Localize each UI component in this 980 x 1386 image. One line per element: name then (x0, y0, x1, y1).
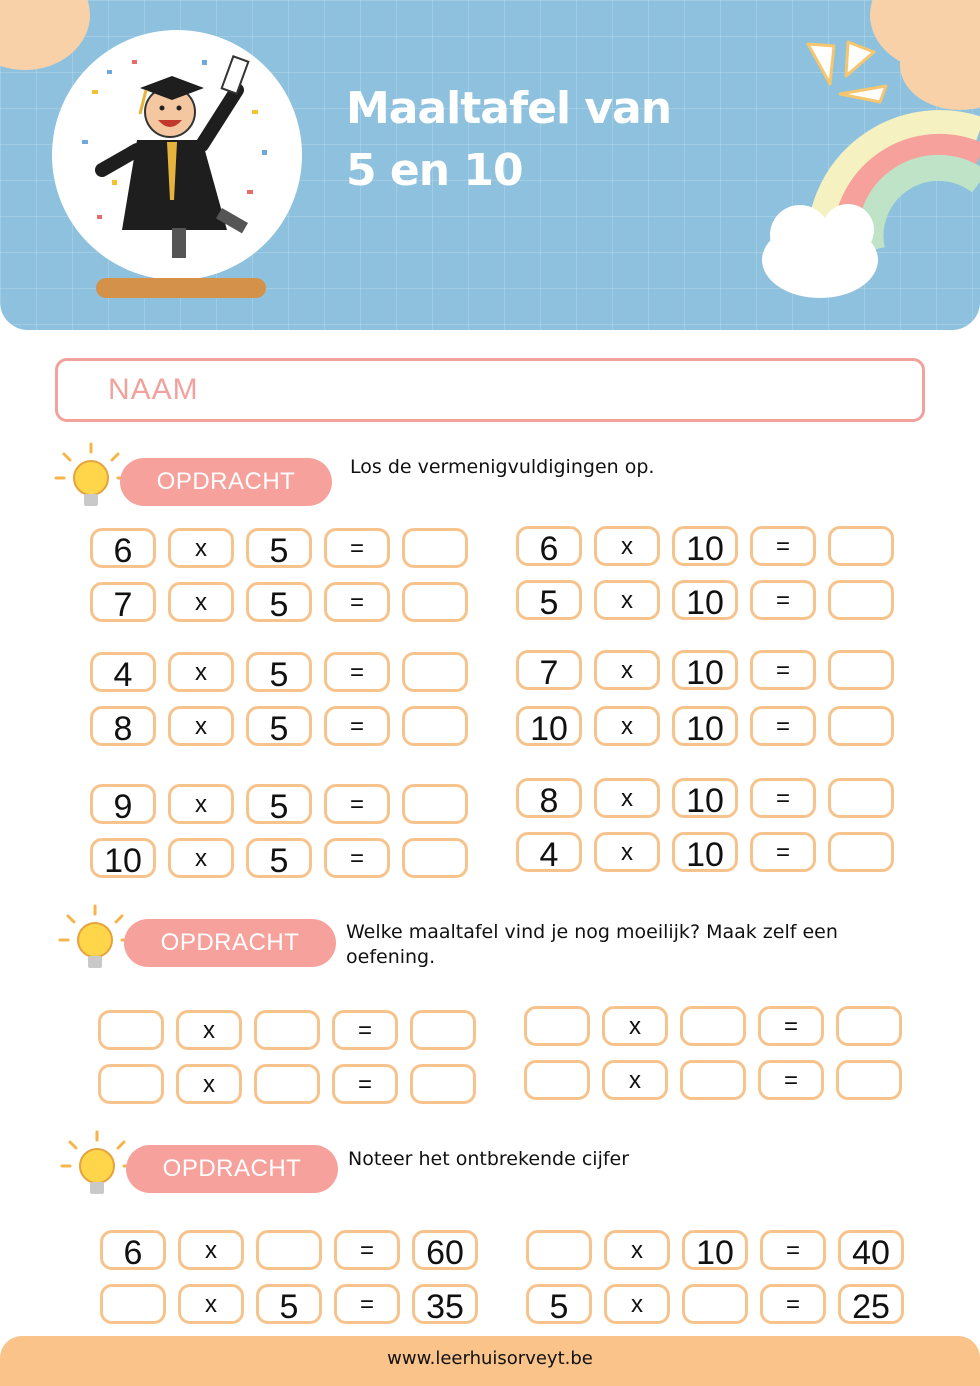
number-box: 10 (516, 706, 582, 746)
answer-box[interactable] (682, 1284, 748, 1324)
section-badge: OPDRACHT (126, 1145, 338, 1193)
answer-box[interactable] (402, 582, 468, 622)
answer-box[interactable] (828, 526, 894, 566)
answer-box[interactable] (828, 706, 894, 746)
rainbow-icon (760, 110, 980, 310)
section-badge: OPDRACHT (124, 919, 336, 967)
equals-sign: = (324, 652, 390, 692)
multiply-sign: x (168, 838, 234, 878)
multiply-sign: x (594, 832, 660, 872)
title-line-1: Maaltafel van (346, 83, 672, 134)
equals-sign: = (750, 706, 816, 746)
section-badge: OPDRACHT (120, 458, 332, 506)
section-instruction: Noteer het ontbrekende cijfer (348, 1148, 630, 1170)
number-box: 10 (672, 778, 738, 818)
answer-box[interactable] (828, 778, 894, 818)
number-box: 5 (526, 1284, 592, 1324)
answer-box[interactable] (98, 1010, 164, 1050)
number-box: 5 (246, 706, 312, 746)
number-box: 5 (246, 652, 312, 692)
answer-box[interactable] (828, 580, 894, 620)
number-box: 5 (246, 528, 312, 568)
equals-sign: = (760, 1284, 826, 1324)
multiply-sign: x (602, 1060, 668, 1100)
multiply-sign: x (602, 1006, 668, 1046)
answer-box[interactable] (256, 1230, 322, 1270)
equals-sign: = (758, 1006, 824, 1046)
answer-box[interactable] (836, 1006, 902, 1046)
number-box: 6 (516, 526, 582, 566)
answer-box[interactable] (254, 1010, 320, 1050)
lightbulb-icon (58, 904, 132, 978)
equals-sign: = (758, 1060, 824, 1100)
answer-box[interactable] (254, 1064, 320, 1104)
name-field[interactable] (55, 358, 925, 422)
answer-box[interactable] (524, 1006, 590, 1046)
instruction-line: Welke maaltafel vind je nog moeilijk? Maak zelf een (346, 921, 838, 943)
answer-box[interactable] (402, 706, 468, 746)
number-box: 10 (682, 1230, 748, 1270)
answer-box[interactable] (402, 784, 468, 824)
answer-box[interactable] (98, 1064, 164, 1104)
multiply-sign: x (594, 778, 660, 818)
answer-box[interactable] (410, 1064, 476, 1104)
number-box: 10 (672, 650, 738, 690)
number-box: 7 (516, 650, 582, 690)
equals-sign: = (750, 526, 816, 566)
answer-box[interactable] (836, 1060, 902, 1100)
multiply-sign: x (168, 582, 234, 622)
multiply-sign: x (178, 1230, 244, 1270)
footer-url: www.leerhuisorveyt.be (387, 1348, 593, 1369)
name-label: NAAM (108, 373, 199, 406)
equals-sign: = (750, 778, 816, 818)
graduate-illustration (52, 30, 302, 280)
number-box: 60 (412, 1230, 478, 1270)
number-box: 5 (516, 580, 582, 620)
globe-base (96, 278, 266, 298)
number-box: 35 (412, 1284, 478, 1324)
title-line-2: 5 en 10 (346, 145, 523, 196)
multiply-sign: x (594, 706, 660, 746)
answer-box[interactable] (828, 832, 894, 872)
multiply-sign: x (168, 784, 234, 824)
page-title (346, 78, 671, 202)
section-instruction: Los de vermenigvuldigingen op. (350, 456, 655, 478)
number-box: 10 (672, 706, 738, 746)
equals-sign: = (760, 1230, 826, 1270)
lightbulb-icon (54, 442, 128, 516)
lightbulb-icon (60, 1130, 134, 1204)
multiply-sign: x (594, 526, 660, 566)
answer-box[interactable] (410, 1010, 476, 1050)
equals-sign: = (332, 1010, 398, 1050)
answer-box[interactable] (680, 1006, 746, 1046)
number-box: 7 (90, 582, 156, 622)
number-box: 10 (90, 838, 156, 878)
answer-box[interactable] (402, 652, 468, 692)
answer-box[interactable] (524, 1060, 590, 1100)
multiply-sign: x (178, 1284, 244, 1324)
number-box: 6 (100, 1230, 166, 1270)
equals-sign: = (324, 582, 390, 622)
equals-sign: = (324, 528, 390, 568)
answer-box[interactable] (828, 650, 894, 690)
instruction-line: oefening. (346, 946, 436, 968)
multiply-sign: x (594, 580, 660, 620)
multiply-sign: x (594, 650, 660, 690)
number-box: 5 (256, 1284, 322, 1324)
multiply-sign: x (168, 652, 234, 692)
multiply-sign: x (176, 1064, 242, 1104)
number-box: 6 (90, 528, 156, 568)
number-box: 5 (246, 784, 312, 824)
multiply-sign: x (168, 528, 234, 568)
section-instruction (346, 920, 838, 970)
number-box: 5 (246, 838, 312, 878)
equals-sign: = (750, 580, 816, 620)
number-box: 10 (672, 580, 738, 620)
multiply-sign: x (168, 706, 234, 746)
equals-sign: = (750, 650, 816, 690)
equals-sign: = (324, 784, 390, 824)
multiply-sign: x (176, 1010, 242, 1050)
equals-sign: = (334, 1284, 400, 1324)
equals-sign: = (324, 706, 390, 746)
equals-sign: = (324, 838, 390, 878)
number-box: 25 (838, 1284, 904, 1324)
equals-sign: = (332, 1064, 398, 1104)
multiply-sign: x (604, 1230, 670, 1270)
sparkle-icon (800, 36, 890, 106)
number-box: 40 (838, 1230, 904, 1270)
number-box: 9 (90, 784, 156, 824)
answer-box[interactable] (100, 1284, 166, 1324)
answer-box[interactable] (402, 838, 468, 878)
number-box: 5 (246, 582, 312, 622)
number-box: 4 (90, 652, 156, 692)
header-banner (0, 0, 980, 330)
number-box: 8 (516, 778, 582, 818)
answer-box[interactable] (526, 1230, 592, 1270)
number-box: 10 (672, 526, 738, 566)
number-box: 8 (90, 706, 156, 746)
answer-box[interactable] (402, 528, 468, 568)
equals-sign: = (750, 832, 816, 872)
answer-box[interactable] (680, 1060, 746, 1100)
footer (0, 1336, 980, 1386)
graduate-icon (52, 30, 302, 280)
equals-sign: = (334, 1230, 400, 1270)
number-box: 4 (516, 832, 582, 872)
multiply-sign: x (604, 1284, 670, 1324)
number-box: 10 (672, 832, 738, 872)
